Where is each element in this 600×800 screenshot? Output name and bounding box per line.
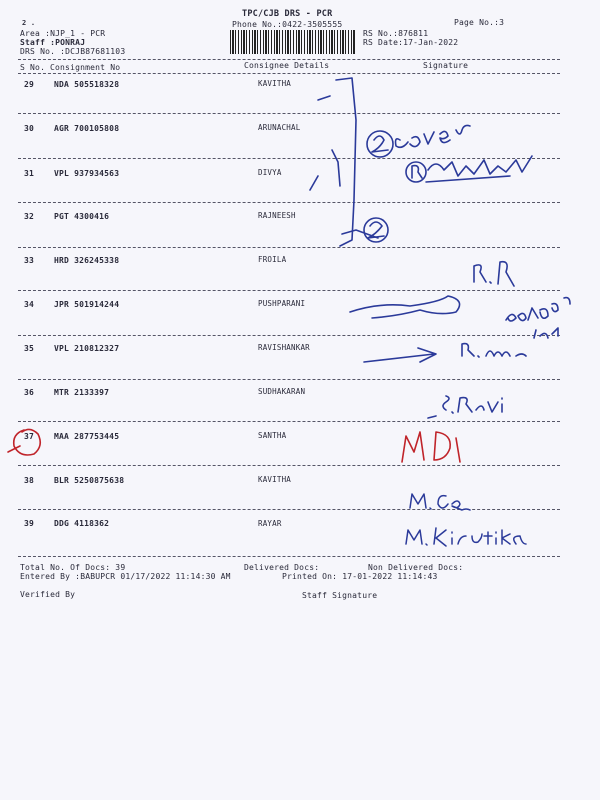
row-consignment: VPL 210812327 (54, 344, 120, 353)
row-divider (18, 113, 560, 114)
row-sno: 33 (24, 256, 35, 265)
delivered-docs: Delivered Docs: (244, 563, 320, 572)
rs-number: RS No.:876811 (363, 29, 429, 38)
row-sno: 38 (24, 476, 35, 485)
row-sno: 37 (24, 432, 35, 441)
row-sno: 36 (24, 388, 35, 397)
document-title: TPC/CJB DRS - PCR (242, 9, 333, 19)
divider (18, 59, 560, 60)
row-divider (18, 158, 560, 159)
col-signature: Signature (423, 61, 469, 70)
row-sno: 31 (24, 169, 35, 178)
divider (18, 73, 560, 74)
printed-on: Printed On: 17-01-2022 11:14:43 (282, 572, 438, 581)
non-delivered-docs: Non Delivered Docs: (368, 563, 464, 572)
row-consignment: PGT 4300416 (54, 212, 110, 221)
phone-number: Phone No.:0422-3505555 (232, 20, 343, 29)
row-consignment: BLR 5250875638 (54, 476, 125, 485)
row-sno: 35 (24, 344, 35, 353)
row-divider (18, 379, 560, 380)
row-consignment: DDG 4118362 (54, 519, 110, 528)
entered-by: Entered By :BABUPCR 01/17/2022 11:14:30 AM (20, 572, 231, 581)
rs-date: RS Date:17-Jan-2022 (363, 38, 459, 47)
page-number: Page No.:3 (454, 18, 505, 27)
row-consignee: KAVITHA (258, 475, 292, 484)
row-consignee: RAYAR (258, 519, 282, 528)
row-sno: 29 (24, 80, 35, 89)
row-sno: 32 (24, 212, 35, 221)
row-divider (18, 247, 560, 248)
row-consignee: PUSHPARANI (258, 299, 306, 308)
row-consignee: ARUNACHAL (258, 123, 301, 132)
row-consignee: RAVISHANKAR (258, 343, 310, 352)
barcode (230, 30, 356, 54)
circled-two-mark (367, 131, 393, 157)
row-divider (18, 421, 560, 422)
row-sno: 39 (24, 519, 35, 528)
col-consignee: Consignee Details (244, 61, 330, 70)
row-consignee: SUDHAKARAN (258, 387, 306, 396)
row-sno: 30 (24, 124, 35, 133)
bracket-mark (336, 78, 356, 246)
staff-field: Staff :PONRAJ (20, 38, 86, 47)
area-field: Area :NJP_1 - PCR (20, 29, 106, 38)
row-consignment: VPL 937934563 (54, 169, 120, 178)
row-divider (18, 202, 560, 203)
total-docs: Total No. Of Docs: 39 (20, 563, 126, 572)
row-consignment: AGR 700105808 (54, 124, 120, 133)
corner-mark: 2 . (22, 19, 36, 27)
row-consignee: SANTHA (258, 431, 287, 440)
row-divider (18, 509, 560, 510)
row-divider (18, 290, 560, 291)
drs-number: DRS No. :DCJB87681103 (20, 47, 126, 56)
row-consignment: JPR 501914244 (54, 300, 120, 309)
verified-by: Verified By (20, 590, 76, 599)
row-sno: 34 (24, 300, 35, 309)
row-consignee: KAVITHA (258, 79, 292, 88)
row-consignment: HRD 326245338 (54, 256, 120, 265)
row-consignee: FROILA (258, 255, 287, 264)
row-consignment: MTR 2133397 (54, 388, 110, 397)
row-divider (18, 335, 560, 336)
row-divider (18, 556, 560, 557)
row-consignee: RAJNEESH (258, 211, 296, 220)
row-consignment: NDA 505518328 (54, 80, 120, 89)
row-consignee: DIVYA (258, 168, 282, 177)
row-divider (18, 465, 560, 466)
staff-signature-label: Staff Signature (302, 591, 378, 600)
row-consignment: MAA 287753445 (54, 432, 120, 441)
col-sno: S No. (20, 63, 46, 72)
col-consignment: Consignment No (50, 63, 121, 72)
